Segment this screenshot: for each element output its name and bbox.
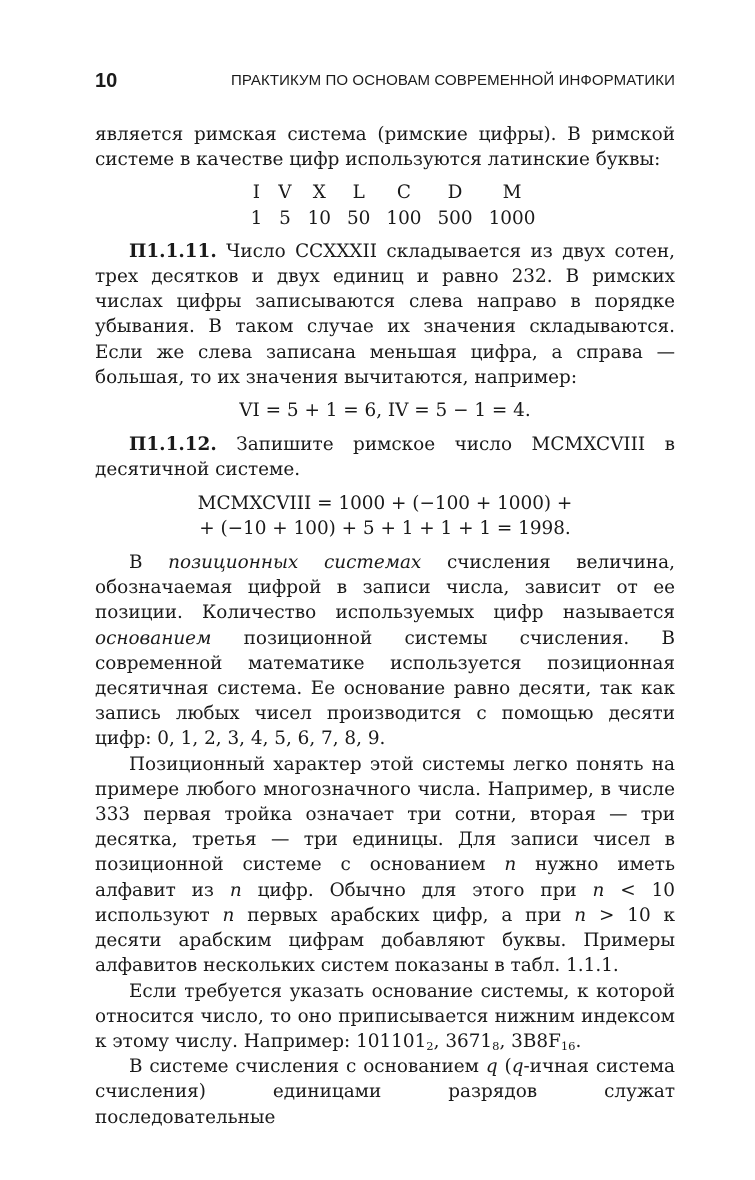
text-run: Если требуется указать основание системы, к которой относится число, то оно приписывается нижним индексом к этому числу. Например: xyxy=(95,980,675,1052)
octal-example: 3671 xyxy=(445,1030,493,1052)
italic-variable: q xyxy=(485,1056,498,1078)
page-body xyxy=(95,122,675,1130)
roman-value: 5 xyxy=(279,207,291,229)
equation-mcmxcviii-line1: MCMXCVIII = 1000 + (−100 + 1000) + xyxy=(197,492,573,514)
problem-1-1-11 xyxy=(95,239,675,390)
roman-letter: X xyxy=(312,182,326,204)
roman-value: 10 xyxy=(307,207,331,229)
text-run: > 10 к десяти арабским цифрам добавляют буквы. Примеры алфавитов нескольких систем показаны в табл. 1.1.1. xyxy=(95,904,676,977)
italic-variable: n xyxy=(229,879,242,901)
roman-value: 500 xyxy=(437,207,473,229)
roman-letter: M xyxy=(502,182,522,204)
text-run: В xyxy=(129,552,169,574)
text-run: ( xyxy=(497,1056,512,1078)
roman-letter: C xyxy=(396,182,411,204)
binary-example: 101101 xyxy=(356,1030,427,1052)
text-run: позиционной системы счисления. В современной математике используется позиционная десятичная система. Ее основание равно десяти, так как запись любых чисел производится с помощью десяти цифр: 0, 1, 2, 3, 4, 5, 6, 7, 8, 9. xyxy=(95,627,675,750)
hex-example: 3B8F xyxy=(511,1030,561,1052)
roman-letter: I xyxy=(252,182,261,204)
italic-variable: q xyxy=(511,1056,524,1078)
text-run: первых арабских цифр, а при xyxy=(234,904,575,926)
italic-term: позиционных системах xyxy=(168,552,422,574)
base-subscript: 8 xyxy=(492,1038,500,1053)
intro-paragraph: является римская система (римские цифры). В римской системе в качестве цифр используются латинские буквы: xyxy=(95,124,675,171)
equation-vi-iv: VI = 5 + 1 = 6, IV = 5 − 1 = 4. xyxy=(239,400,531,422)
roman-value: 50 xyxy=(346,207,371,229)
text-run: , xyxy=(499,1030,512,1052)
italic-term: основанием xyxy=(95,627,212,649)
positional-character-paragraph xyxy=(95,752,675,979)
roman-value: 100 xyxy=(386,207,422,229)
italic-variable: n xyxy=(592,879,605,901)
page-number: 10 xyxy=(95,70,118,92)
text-run: < 10 используют xyxy=(95,879,675,926)
roman-values-row xyxy=(243,206,544,231)
base-subscript-paragraph xyxy=(95,979,675,1055)
base-subscript: 2 xyxy=(426,1038,434,1053)
text-run: , xyxy=(433,1030,446,1052)
roman-letter: D xyxy=(447,182,463,204)
italic-variable: n xyxy=(574,904,587,926)
text-run: нужно иметь алфавит из xyxy=(95,854,675,901)
running-title: ПРАКТИКУМ ПО ОСНОВАМ СОВРЕМЕННОЙ ИНФОРМАТИКИ xyxy=(230,72,675,89)
text-run: -ичная система счисления) единицами разрядов служат последовательные xyxy=(95,1056,676,1128)
text-run: Позиционный характер этой системы легко понять на примере любого многозначного числа. Например, в числе 333 первая тройка означает три сотни, вторая — три десятка, третья — три единицы. Для записи чисел в позиционной системе с основанием xyxy=(95,753,675,876)
page-header xyxy=(95,70,675,100)
roman-value: 1 xyxy=(250,207,263,229)
text-run: цифр. Обычно для этого при xyxy=(241,879,593,901)
equation-mcmxcviii-line2: + (−10 + 100) + 5 + 1 + 1 + 1 = 1998. xyxy=(199,517,571,539)
roman-value: 1000 xyxy=(488,207,536,229)
roman-letters-row xyxy=(243,180,544,205)
text-run: счисления величина, обозначаемая цифрой в записи числа, зависит от ее позиции. Количество используемых цифр называется xyxy=(95,552,675,624)
italic-variable: n xyxy=(504,854,517,876)
problem-text: Запишите римское число MCMXCVIII в десятичной системе. xyxy=(95,434,675,481)
problem-1-1-12 xyxy=(95,432,675,482)
base-subscript: 16 xyxy=(560,1038,576,1053)
q-system-paragraph xyxy=(95,1054,675,1130)
roman-letter: V xyxy=(278,182,292,204)
problem-label: П1.1.12. xyxy=(129,434,217,456)
text-run: . xyxy=(575,1030,582,1052)
problem-label: П1.1.11. xyxy=(129,240,217,262)
text-run: В системе счисления с основанием xyxy=(129,1056,486,1078)
italic-variable: n xyxy=(222,904,235,926)
roman-letter: L xyxy=(352,182,365,204)
positional-paragraph xyxy=(95,550,675,752)
problem-text: Число CCXXXII складывается из двух сотен, трех десятков и двух единиц и равно 232. В римских числах цифры записываются слева направо в порядке убывания. В таком случае их значения складываются. Если же слева записана меньшая цифра, а справа — большая, то их значения вычитаются, например: xyxy=(95,240,675,388)
roman-numerals-table xyxy=(95,180,675,230)
